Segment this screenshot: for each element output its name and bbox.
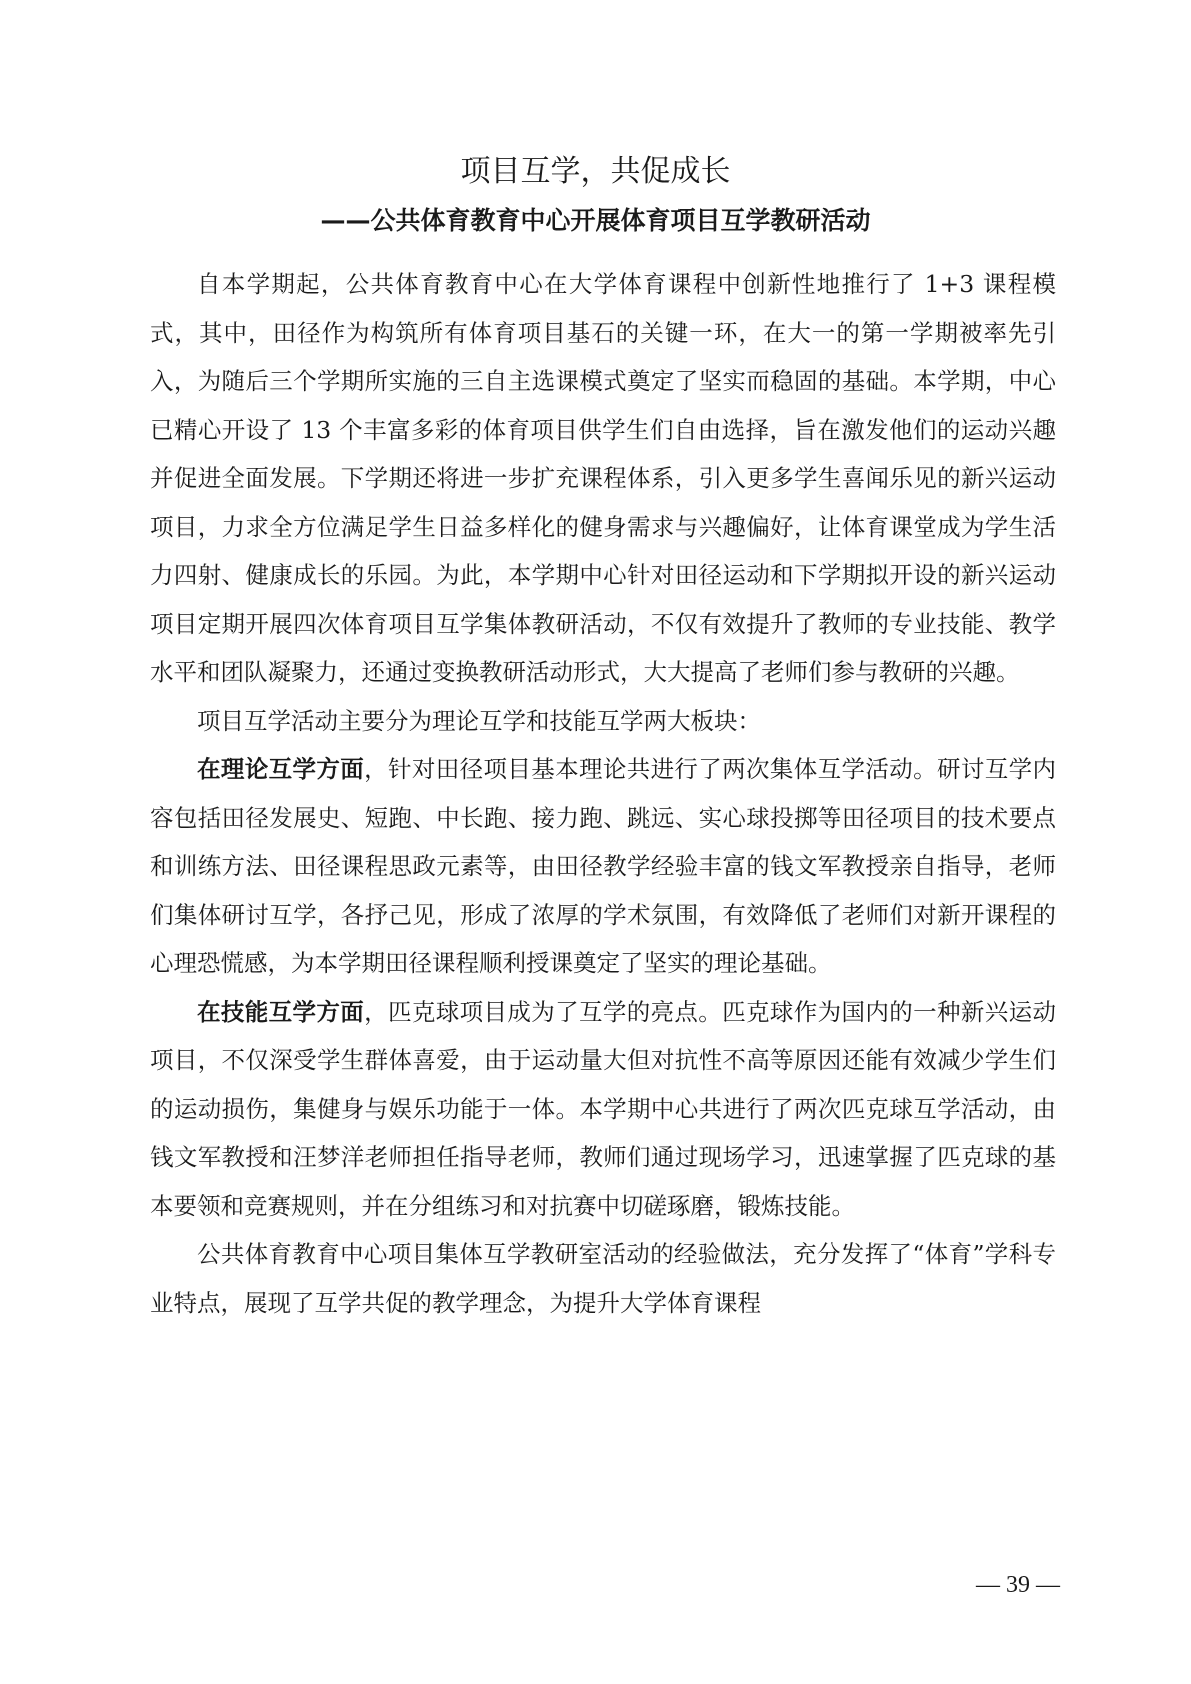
article-body (150, 260, 1056, 1327)
article-title: 项目互学，共促成长 (460, 154, 731, 189)
paragraph-text: ，匹克球项目成为了互学的亮点。匹克球作为国内的一种新兴运动项目，不仅深受学生群体喜爱，由于运动量大但对抗性不高等原因还能有效减少学生们的运动损伤，集健身与娱乐功能于一体。本学期中心共进行了两次匹克球互学活动，由钱文军教授和汪梦洋老师担任指导老师，教师们通过现场学习，迅速掌握了匹克球的基本要领和竞赛规则，并在分组练习和对抗赛中切磋琢磨，锻炼技能。 (150, 997, 1057, 1220)
paragraph (150, 697, 1056, 746)
paragraph (150, 988, 1056, 1231)
paragraph-text: 自本学期起，公共体育教育中心在大学体育课程中创新性地推行了 1+3 课程模式，其中，田径作为构筑所有体育项目基石的关键一环，在大一的第一学期被率先引入，为随后三个学期所实施的三自主选课模式奠定了坚实而稳固的基础。本学期，中心已精心开设了 13 个丰富多彩的体育项目供学生们自由选择，旨在激发他们的运动兴趣并促进全面发展。下学期还将进一步扩充课程体系，引入更多学生喜闻乐见的新兴运动项目，力求全方位满足学生日益多样化的健身需求与兴趣偏好，让体育课堂成为学生活力四射、健康成长的乐园。为此，本学期中心针对田径运动和下学期拟开设的新兴运动项目定期开展四次体育项目互学集体教研活动，不仅有效提升了教师的专业技能、教学水平和团队凝聚力，还通过变换教研活动形式，大大提高了老师们参与教研的兴趣。 (150, 270, 1056, 686)
paragraph-lead: 在理论互学方面 (197, 755, 365, 783)
paragraph-text: 公共体育教育中心项目集体互学教研室活动的经验做法，充分发挥了“体育”学科专业特点，展现了互学共促的教学理念，为提升大学体育课程 (150, 1240, 1056, 1317)
paragraph (150, 745, 1056, 988)
page-number: — 39 — (976, 1572, 1060, 1598)
paragraph (150, 260, 1056, 697)
article-subtitle: ——公共体育教育中心开展体育项目互学教研活动 (320, 206, 871, 235)
paragraph-lead: 在技能互学方面 (197, 997, 365, 1026)
paragraph-text: 项目互学活动主要分为理论互学和技能互学两大板块： (197, 706, 761, 735)
paragraph (150, 1230, 1056, 1327)
paragraph-text: ，针对田径项目基本理论共进行了两次集体互学活动。研讨互学内容包括田径发展史、短跑、中长跑、接力跑、跳远、实心球投掷等田径项目的技术要点和训练方法、田径课程思政元素等，由田径教学经验丰富的钱文军教授亲自指导，老师们集体研讨互学，各抒己见，形成了浓厚的学术氛围，有效降低了老师们对新开课程的心理恐慌感，为本学期田径课程顺利授课奠定了坚实的理论基础。 (150, 755, 1057, 977)
